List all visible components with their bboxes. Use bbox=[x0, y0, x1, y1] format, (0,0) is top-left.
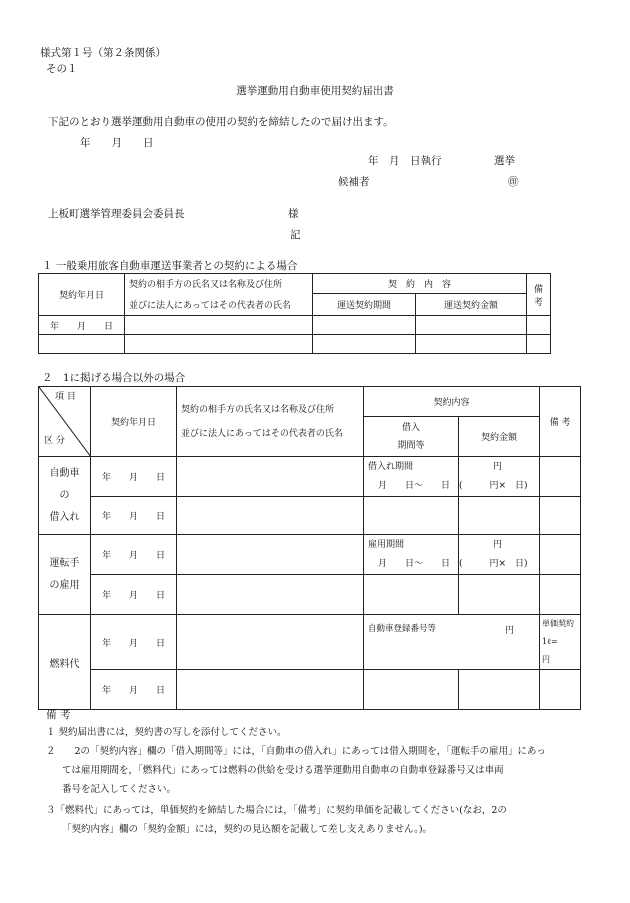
driver-label-2: の雇用 bbox=[49, 579, 80, 591]
s2-driver-row1-remarks[interactable] bbox=[540, 535, 581, 575]
s1-col-remarks: 備 考 bbox=[527, 274, 551, 316]
s2-driver-row2-period[interactable] bbox=[364, 575, 459, 615]
fuel-yen: 円 bbox=[505, 626, 515, 636]
intro-text: 下記のとおり選挙運動用自動車の使用の契約を締結したので届け出ます。 bbox=[48, 116, 394, 128]
note-3a: ３「燃料代」にあっては，単価契約を締結した場合には，「備考」に契約単価を記載してください(なお，2の bbox=[46, 805, 507, 816]
s1-col-amount: 運送契約金額 bbox=[416, 294, 527, 316]
s1-col-party-2: 並びに法人にあってはその代表者の氏名 bbox=[125, 294, 313, 316]
section1-heading: １ 一般乗用旅客自動車運送事業者との契約による場合 bbox=[42, 260, 298, 272]
fuel-reg-label: 自動車登録番号等 bbox=[368, 624, 437, 634]
s2-car-row2-date: 年 月 日 bbox=[91, 497, 177, 535]
s2-driver-row2-remarks[interactable] bbox=[540, 575, 581, 615]
s2-fuel-row2-party[interactable] bbox=[177, 670, 364, 710]
s1-row2-party[interactable] bbox=[125, 335, 313, 354]
s2-col-loan bbox=[364, 417, 459, 457]
page-title: 選挙運動用自動車使用契約届出書 bbox=[236, 85, 394, 97]
s2-car-label bbox=[39, 457, 91, 535]
note-1: １ 契約届出書には，契約書の写しを添付してください。 bbox=[46, 727, 287, 738]
s2-car-row2-remarks[interactable] bbox=[540, 497, 581, 535]
car-period-label: 借入れ期間 bbox=[368, 461, 414, 472]
s2-car-row2-period[interactable] bbox=[364, 497, 459, 535]
form-sub: その１ bbox=[46, 63, 78, 75]
s1-col-contract: 契 約 内 容 bbox=[313, 274, 527, 294]
s2-car-row1-remarks[interactable] bbox=[540, 457, 581, 497]
addressee-honorific: 様 bbox=[288, 208, 299, 220]
s2-fuel-row2-remarks[interactable] bbox=[540, 670, 581, 710]
s1-row1-date: 年 月 日 bbox=[39, 316, 125, 335]
s2-fuel-row1-date: 年 月 日 bbox=[91, 615, 177, 670]
s2-car-row1-period bbox=[364, 457, 459, 497]
s2-fuel-row2-period[interactable] bbox=[364, 670, 459, 710]
s1-col-period: 運送契約期間 bbox=[313, 294, 416, 316]
s2-fuel-row1-reg bbox=[364, 615, 540, 670]
s2-corner-kubun: 区 分 bbox=[44, 436, 65, 446]
s2-fuel-row2-amount[interactable] bbox=[459, 670, 540, 710]
form-number: 様式第１号（第２条関係） bbox=[40, 47, 166, 59]
s2-driver-row1-amount bbox=[459, 535, 540, 575]
s2-col-party bbox=[177, 387, 364, 457]
note-2b: ては雇用期間を，「燃料代」にあっては燃料の供給を受ける選挙運動用自動車の自動車登録番号又は車両 bbox=[62, 765, 504, 776]
seal-mark: ㊞ bbox=[508, 176, 519, 188]
driver-calc: ( 円× 日) bbox=[459, 558, 528, 569]
s2-corner-item: 項 目 bbox=[55, 392, 76, 402]
note-2c: 番号を記入してください。 bbox=[62, 784, 177, 795]
candidate-label: 候補者 bbox=[338, 176, 370, 188]
s2-driver-label bbox=[39, 535, 91, 615]
ki-label: 記 bbox=[290, 229, 301, 241]
driver-yen: 円 bbox=[493, 539, 503, 550]
s2-driver-row1-party[interactable] bbox=[177, 535, 364, 575]
car-yen: 円 bbox=[493, 461, 503, 472]
s2-car-row1-date: 年 月 日 bbox=[91, 457, 177, 497]
submission-date: 年 月 日 bbox=[80, 137, 154, 149]
car-period-value: 月 日〜 日 bbox=[378, 480, 451, 491]
car-label-3: 借入れ bbox=[49, 511, 80, 523]
driver-label-1: 運転手 bbox=[49, 557, 80, 569]
s2-car-row1-amount bbox=[459, 457, 540, 497]
s1-row2-amount[interactable] bbox=[416, 335, 527, 354]
s2-col-contract: 契約内容 bbox=[364, 387, 540, 417]
s2-col-remarks: 備 考 bbox=[540, 387, 581, 457]
s1-row1-party[interactable] bbox=[125, 316, 313, 335]
s2-col-loan-2: 期間等 bbox=[397, 440, 425, 451]
election-date: 年 月 日執行 bbox=[368, 155, 442, 167]
s2-fuel-row2-date: 年 月 日 bbox=[91, 670, 177, 710]
s1-row1-amount[interactable] bbox=[416, 316, 527, 335]
s2-fuel-label: 燃料代 bbox=[39, 615, 91, 710]
s2-fuel-row1-remarks bbox=[540, 615, 581, 670]
note-2a: ２ 2の「契約内容」欄の「借入期間等」には，「自動車の借入れ」にあっては借入期間を，「運転手の雇用」にあっ bbox=[46, 746, 546, 757]
s1-col-party-1: 契約の相手方の氏名又は名称及び住所 bbox=[125, 274, 313, 294]
s2-driver-row2-date: 年 月 日 bbox=[91, 575, 177, 615]
section1-table bbox=[38, 273, 551, 354]
s2-driver-row2-amount[interactable] bbox=[459, 575, 540, 615]
s2-col-date: 契約年月日 bbox=[91, 387, 177, 457]
s1-col-date: 契約年月日 bbox=[39, 274, 125, 316]
driver-period-label: 雇用期間 bbox=[368, 539, 405, 550]
s2-corner bbox=[39, 387, 91, 457]
s2-car-row2-amount[interactable] bbox=[459, 497, 540, 535]
section2-table bbox=[38, 386, 581, 710]
s2-car-row1-party[interactable] bbox=[177, 457, 364, 497]
s2-driver-row1-period bbox=[364, 535, 459, 575]
s2-col-amount: 契約金額 bbox=[459, 417, 540, 457]
s1-row2-period[interactable] bbox=[313, 335, 416, 354]
s2-driver-row2-party[interactable] bbox=[177, 575, 364, 615]
s1-row1-remarks[interactable] bbox=[527, 316, 551, 335]
fuel-unit-value: 1ℓ= 円 bbox=[542, 637, 574, 664]
s2-col-loan-1: 借入 bbox=[401, 422, 420, 433]
car-label-2: の bbox=[59, 489, 70, 501]
s2-car-row2-party[interactable] bbox=[177, 497, 364, 535]
notes-heading: 備 考 bbox=[46, 709, 71, 721]
s2-col-party-1: 契約の相手方の氏名又は名称及び住所 bbox=[181, 404, 335, 415]
s2-driver-row1-date: 年 月 日 bbox=[91, 535, 177, 575]
s1-row1-period[interactable] bbox=[313, 316, 416, 335]
election-label: 選挙 bbox=[494, 155, 515, 167]
driver-period-value: 月 日〜 日 bbox=[378, 558, 451, 569]
s1-row2-date[interactable] bbox=[39, 335, 125, 354]
addressee: 上板町選挙管理委員会委員長 bbox=[48, 208, 185, 220]
section2-heading: ２ 1に掲げる場合以外の場合 bbox=[42, 372, 186, 384]
s2-col-party-2: 並びに法人にあってはその代表者の氏名 bbox=[181, 428, 343, 439]
fuel-unit-label: 単価契約 bbox=[542, 619, 575, 628]
s1-row2-remarks[interactable] bbox=[527, 335, 551, 354]
car-calc: ( 円× 日) bbox=[459, 480, 528, 491]
car-label-1: 自動車 bbox=[49, 467, 80, 479]
note-3b: 「契約内容」欄の「契約金額」には，契約の見込額を記載して差し支えありません。)。 bbox=[62, 824, 433, 835]
s2-fuel-row1-party[interactable] bbox=[177, 615, 364, 670]
